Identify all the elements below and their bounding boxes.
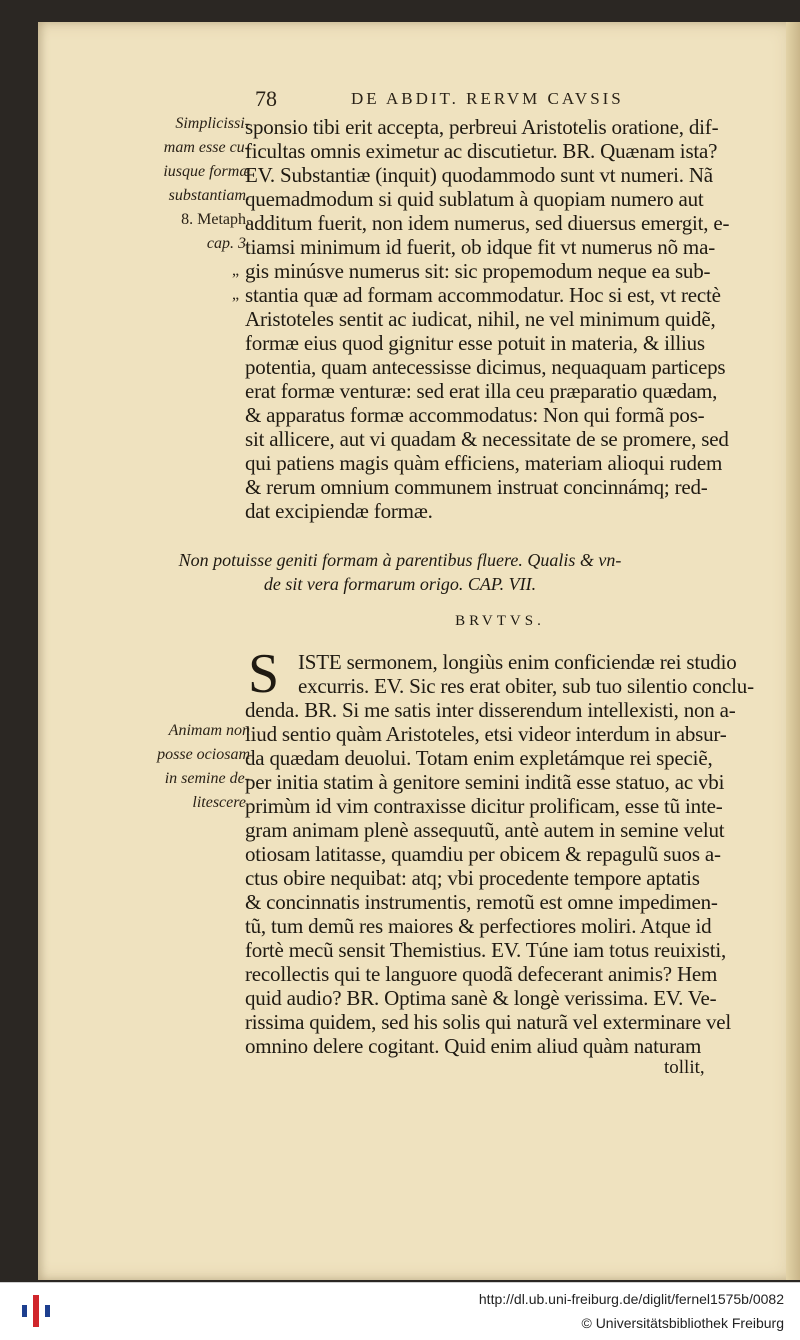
text-line: da quædam deuolui. Totam enim expletámque rei speciẽ, — [245, 746, 713, 770]
text-line: additum fuerit, non idem numerus, sed diuersus emergit, e- — [245, 211, 730, 235]
quotation-mark: „ — [232, 262, 240, 279]
folio-number: 78 — [255, 86, 277, 111]
page-header — [245, 86, 765, 112]
margin-note-reference: 8. Metaph. — [181, 211, 250, 228]
text-line: quid audio? BR. Optima sanè & longè verissima. EV. Ve- — [245, 986, 717, 1010]
text-line: per initia statim à genitore semini inditã esse statuo, ac vbi — [245, 770, 725, 794]
chapter-title-line: de sit vera formarum origo. CAP. VII. — [263, 574, 537, 594]
margin-note-reference: cap. 3. — [206, 235, 250, 252]
viewer-footer — [0, 1282, 800, 1340]
text-line: ISTE sermonem, longiùs enim conficiendæ rei studio — [298, 650, 737, 674]
source-url[interactable]: http://dl.ub.uni-freiburg.de/diglit/fernel1575b/0082 — [478, 1291, 784, 1307]
text-line: primùm id vim contraxisse dicitur prolificam, esse tũ inte- — [245, 794, 723, 818]
margin-note-line: posse ociosam — [157, 746, 250, 763]
quotation-mark: „ — [232, 286, 240, 303]
margin-note-line: mam esse cu- — [163, 139, 250, 156]
text-line: otiosam latitasse, quamdiu per obicem & repagulũ suos a- — [245, 842, 721, 866]
text-line: formæ eius quod gignitur esse potuit in materia, & illius — [245, 331, 705, 355]
margin-note-line: litescere. — [192, 794, 250, 811]
library-logo-icon — [16, 1291, 56, 1331]
copyright-notice: © Universitätsbibliothek Freiburg — [581, 1315, 784, 1331]
text-line: dat excipiendæ formæ. — [245, 499, 433, 523]
text-line: & rerum omnium communem instruat concinnámq; red- — [245, 475, 708, 499]
text-line: tiamsi minimum id fuerit, ob idque fit vt numerus nõ ma- — [245, 235, 715, 259]
text-line: excurris. EV. Sic res erat obiter, sub tuo silentio conclu- — [298, 674, 754, 698]
text-line: tũ, tum demũ res maiores & perfectiores moliri. Atque id — [245, 914, 712, 938]
catchword: tollit, — [664, 1057, 705, 1078]
margin-note-line: Simplicissi- — [175, 115, 250, 132]
text-line: fortè mecũ sensit Themistius. EV. Túne iam totus reuixisti, — [245, 938, 727, 962]
text-line: & apparatus formæ accommodatus: Non qui formã pos- — [245, 403, 705, 427]
text-line: ctus obire nequibat: atq; vbi procedente tempore aptatis — [245, 866, 700, 890]
text-line: omnino delere cogitant. Quid enim aliud quàm naturam — [245, 1034, 702, 1058]
text-line: sponsio tibi erit accepta, perbreui Aristotelis oratione, dif- — [245, 115, 719, 139]
page-edge — [786, 22, 800, 1280]
text-line: & concinnatis instrumentis, remotũ est omne impedimen- — [245, 890, 718, 914]
text-line: EV. Substantiæ (inquit) quodammodo sunt vt numeri. Nã — [245, 163, 713, 187]
text-line: rissima quidem, sed his solis qui naturã vel exterminare vel — [245, 1010, 732, 1034]
text-line: gram animam plenè assequutũ, antè autem in semine velut — [245, 818, 725, 842]
text-line: sit allicere, aut vi quadam & necessitate de se promere, sed — [245, 427, 729, 451]
text-line: Aristoteles sentit ac iudicat, nihil, ne vel minimum quidẽ, — [245, 307, 716, 331]
text-line: gis minúsve numerus sit: sic propemodum neque ea sub- — [245, 259, 711, 283]
chapter-title-line: Non potuisse geniti formam à parentibus fluere. Qualis & vn- — [178, 550, 622, 570]
text-line: quemadmodum si quid sublatum à quopiam numero aut — [245, 187, 704, 211]
text-line: qui patiens magis quàm efficiens, materiam alioqui rudem — [245, 451, 723, 475]
running-title: DE ABDIT. RERVM CAVSIS — [351, 89, 624, 108]
text-line: liud sentio quàm Aristoteles, etsi videor interdum in absur- — [245, 722, 727, 746]
text-line: denda. BR. Si me satis inter disserendum intellexisti, non a- — [245, 698, 736, 722]
text-line: erat formæ venturæ: sed erat illa ceu præparatio quædam, — [245, 379, 718, 403]
margin-note-line: Animam non — [168, 722, 250, 739]
margin-note-line: in semine de- — [164, 770, 250, 787]
margin-note-line: iusque formæ — [163, 163, 250, 180]
text-line: ficultas omnis eximetur ac discutietur. BR. Quænam ista? — [245, 139, 718, 163]
speaker-name: BRVTVS. — [455, 613, 545, 629]
text-line: recollectis qui te languore quodã defecerant animis? Hem — [245, 962, 718, 986]
text-line: potentia, quam antecessisse dicimus, nequaquam particeps — [245, 355, 726, 379]
drop-cap-initial: S — [248, 643, 280, 705]
text-line: stantia quæ ad formam accommodatur. Hoc si est, vt rectè — [245, 283, 721, 307]
margin-note-line: substantiam. — [168, 187, 250, 204]
